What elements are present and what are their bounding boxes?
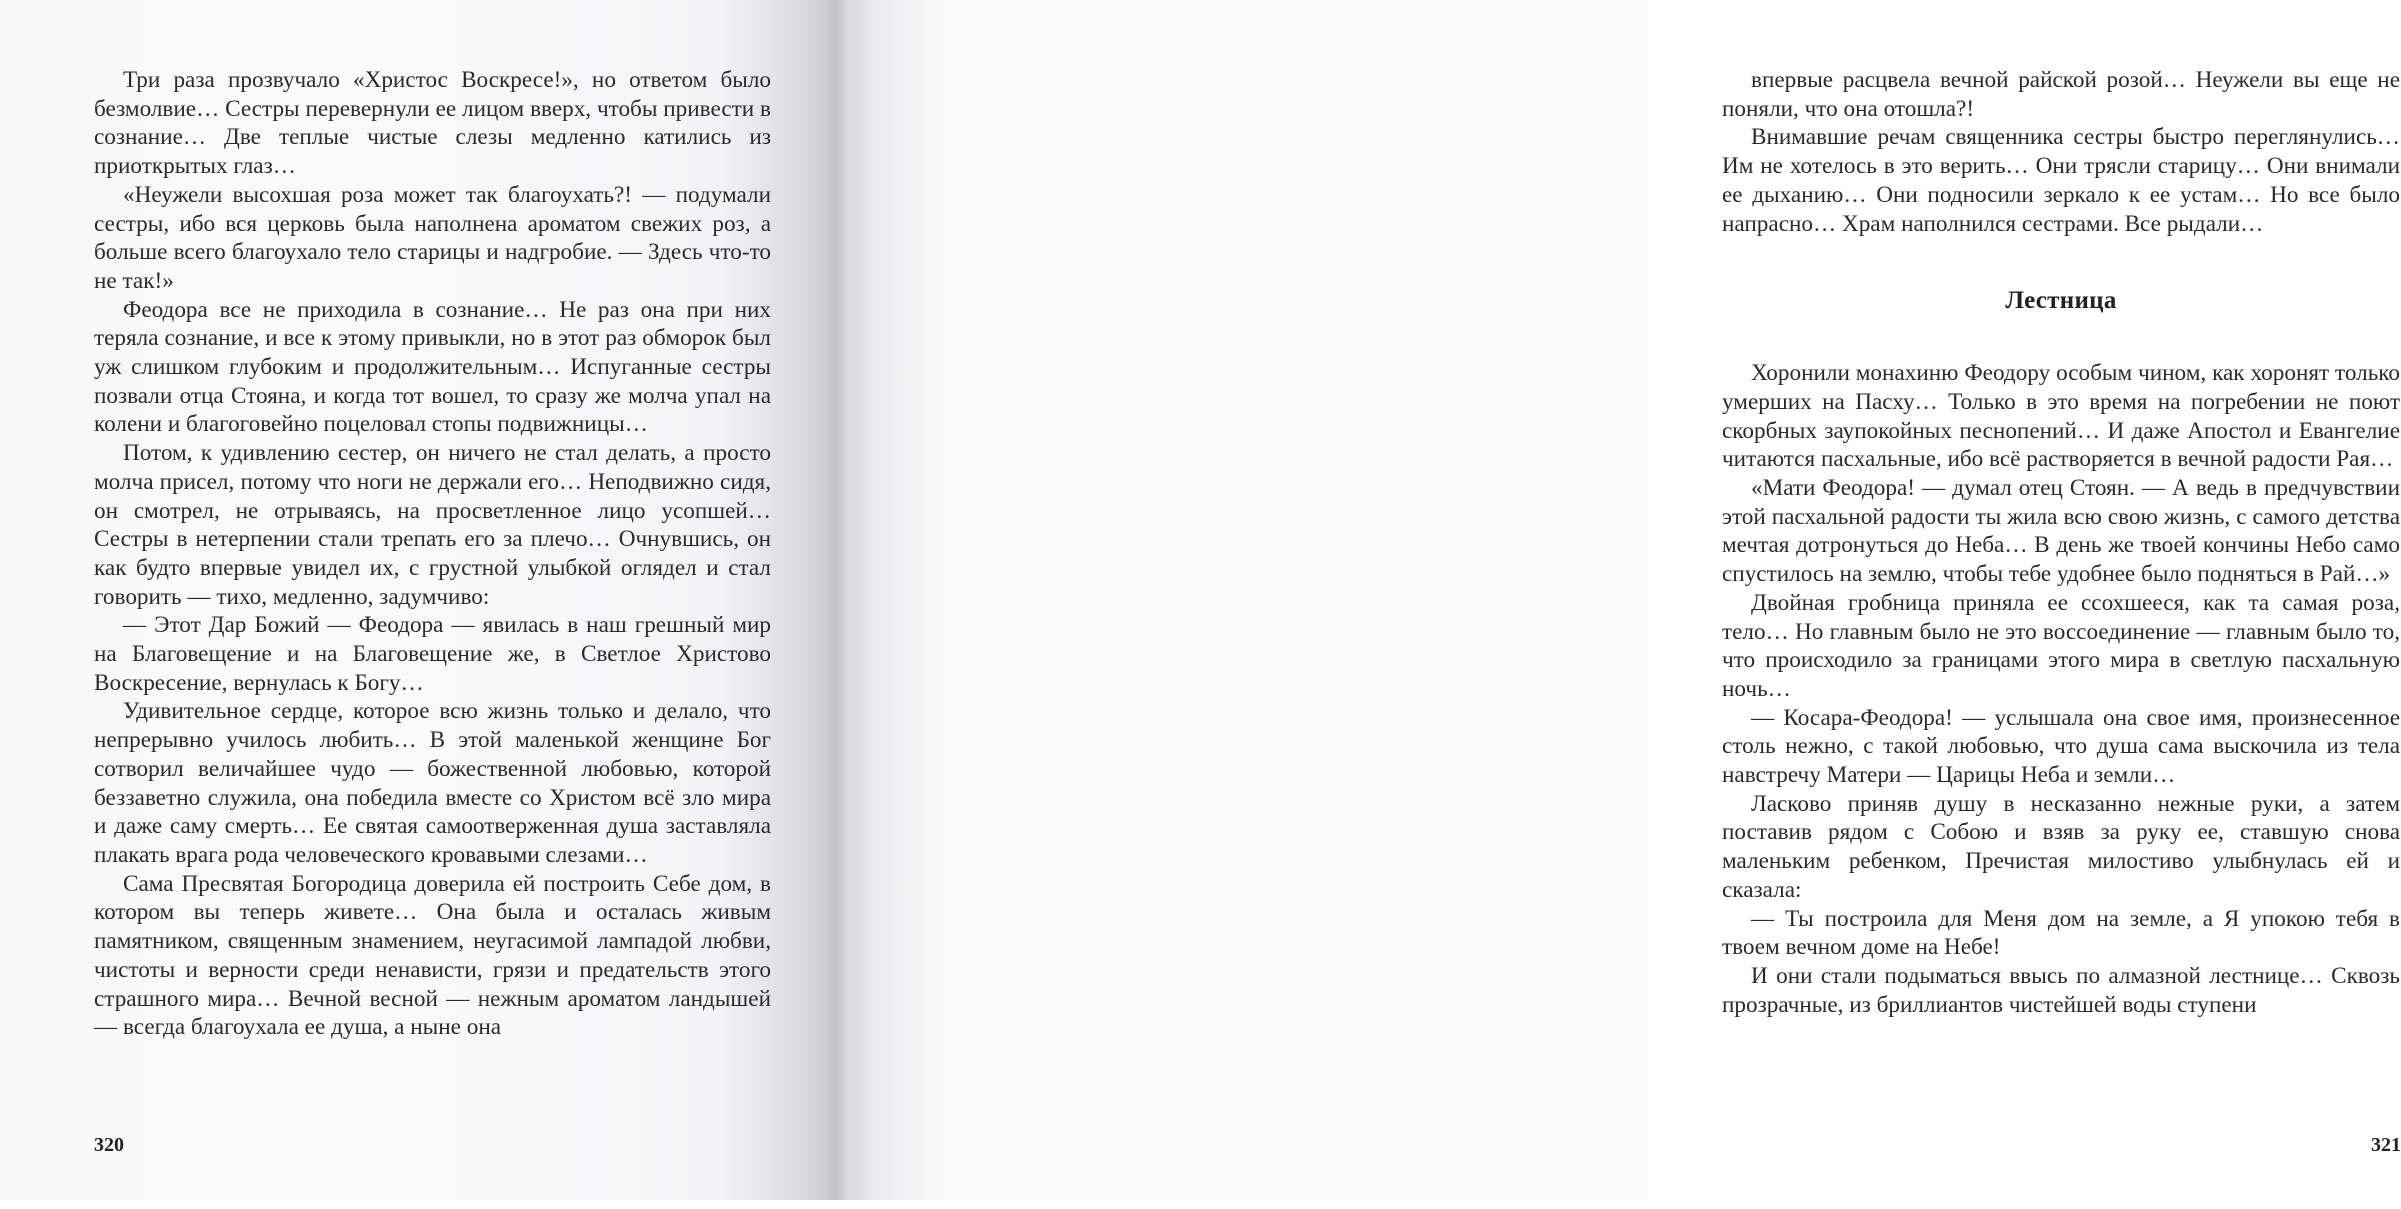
page-number-right: 321 [2371,1134,2401,1156]
left-page-text [94,66,771,1042]
left-page [0,0,836,1209]
paragraph: Хоронили монахиню Феодору особым чином, как хоронят только умерших на Пасху… Только в это время на погребении не поют скорбных заупокойных песнопений… И даже Апостол и Евангелие читаются пасхальные, ибо всё растворяется в вечной радости Рая… [1722,360,2400,473]
paragraph: И они стали подыматься ввысь по алмазной лестнице… Сквозь прозрачные, из бриллиантов чистейшей воды ступени [1722,962,2400,1018]
paragraph: впервые расцвела вечной райской розой… Неужели вы еще не поняли, что она отошла?! [1722,67,2400,122]
chapter-heading: Лестница [2005,287,2117,315]
paragraph: Удивительное сердце, которое всю жизнь только и делало, что непрерывно училось любить… В этой маленькой женщине Бог сотворил величайшее чудо — божественной любовью, которой беззаветно служила, она победила вместе со Христом всё зло мира и даже саму смерть… Ее святая самоотверженная душа заставляла плакать врага рода человеческого кровавыми слезами… [94,698,771,868]
right-page-text [1722,66,2400,1019]
paragraph: Внимавшие речам священника сестры быстро переглянулись… Им не хотелось в это верить… Они трясли старицу… Они внимали ее дыханию… Они подносили зеркало к ее устам… Но все было напрасно… Храм наполнился сестрами. Все рыдали… [1722,124,2400,237]
paragraph: Три раза прозвучало «Христос Воскресе!», но ответом было безмолвие… Сестры перевернули ее лицом вверх, чтобы привести в сознание… Две теплые чистые слезы медленно катились из приоткрытых глаз… [94,67,771,180]
paragraph: Феодора все не приходила в сознание… Не раз она при них теряла сознание, и все к этому привыкли, но в этот раз обморок был уж слишком глубоким и продолжительным… Испуганные сестры позвали отца Стояна, и когда тот вошел, то сразу же молча упал на колени и благоговейно поцеловал стопы подвижницы… [94,296,771,438]
book-gutter [826,0,846,1209]
paragraph: «Мати Феодора! — думал отец Стоян. — А ведь в предчувствии этой пасхальной радости ты жила всю свою жизнь, с самого детства мечтая дотронуться до Неба… В день же твоей кончины Небо само спустилось на землю, чтобы тебе удобнее было подняться в Рай…» [1722,475,2400,588]
paragraph: Потом, к удивлению сестер, он ничего не стал делать, а просто молча присел, потому что ноги не держали его… Неподвижно сидя, он смотрел, не отрываясь, на просветленное лицо усопшей… Сестры в нетерпении стали трепать его за плечо… Очнувшись, он как будто впервые увидел их, с грустной улыбкой оглядел и стал говорить — тихо, медленно, задумчиво: [94,440,771,610]
scan-edge [0,1200,1648,1209]
paragraph: — Косара-Феодора! — услышала она свое имя, произнесенное столь нежно, с такой любовью, что душа сама выскочила из тела навстречу Матери — Царицы Неба и земли… [1722,704,2400,789]
paragraph: — Ты построила для Меня дом на земле, а Я упокою тебя в твоем вечном доме на Небе! [1722,905,2400,961]
paragraph: Сама Пресвятая Богородица доверила ей построить Себе дом, в котором вы теперь живете… Она была и осталась живым памятником, священным знамением, неугасимой лампадой любви, чистоты и верности среди ненависти, грязи и предательств этого страшного мира… Вечной весной — нежным ароматом ландышей — всегда благоухала ее душа, а ныне она [94,870,771,1041]
page-number-left: 320 [94,1134,124,1156]
paragraph: Двойная гробница приняла ее ссохшееся, как та самая роза, тело… Но главным было не это воссоединение — главным было то, что происходило за границами этого мира в светлую пасхальную ночь… [1722,589,2400,702]
paragraph: Ласково приняв душу в несказанно нежные руки, а затем поставив рядом с Собою и взяв за руку ее, ставшую снова маленьким ребенком, Пречистая милостиво улыбнулась ей и сказала: [1722,790,2400,903]
right-page [836,0,2401,1209]
paragraph: — Этот Дар Божий — Феодора — явилась в наш грешный мир на Благовещение и на Благовещение же, в Светлое Христово Воскресение, вернулась к Богу… [94,612,771,696]
paragraph: «Неужели высохшая роза может так благоухать?! — подумали сестры, ибо вся церковь была наполнена ароматом свежих роз, а больше всего благоухало тело старицы и надгробие. — Здесь что-то не так!» [94,181,771,294]
